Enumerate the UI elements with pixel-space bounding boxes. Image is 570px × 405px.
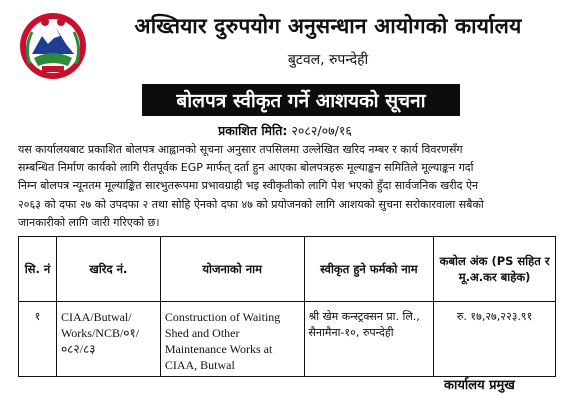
office-title: अख्तियार दुरुपयोग अनुसन्धान आयोगको कार्यालय: [134, 14, 522, 38]
published-label: प्रकाशित मिति:: [218, 123, 288, 138]
body-line: निम्न बोलपत्र न्यूनतम मूल्याङ्कित सारभुतरूपमा प्रभावग्राही भइ स्वीकृतीको लागि पेश भएको हुँदा सार्वजनिक खरीद ऐन: [18, 179, 479, 193]
body-line: सम्बन्धित निर्माण कार्यको लागि रीतपूर्वक EGP मार्फत् दर्ता हुन आएका बोलपत्रहरू मूल्याङ्कन समितिले मूल्याङ्कन गर्दा: [18, 161, 474, 175]
header-accepted-firm: स्वीकृत हुने फर्मको नाम: [304, 237, 434, 302]
published-date-line: [0, 122, 570, 139]
cell-bid-amount: रु. १७,२७,२२३.९१: [434, 302, 556, 377]
body-line: २०६३ को दफा २७ को उपदफा २ तथा सोहि ऐनको दफा ४७ को प्रयोजनको लागि आशयको सुचना सरोकारवाला सबैको: [18, 197, 484, 211]
published-date: २०८२/०७/१६: [291, 123, 352, 138]
header-bid-amount: कबोल अंक (PS सहित र मू.अ.कर बाहेक): [434, 237, 556, 302]
cell-project-name: Construction of Waiting Shed and Other Maintenance Works at CIAA, Butwal: [160, 302, 304, 377]
signature-office-chief: कार्यालय प्रमुख: [444, 378, 515, 393]
office-location: बुटवल, रुपन्देही: [287, 52, 369, 68]
cell-procurement-no: CIAA/Butwal/ Works/NCB/०१/ ०८२/८३: [56, 302, 160, 377]
table-row: [19, 302, 556, 377]
notice-title: बोलपत्र स्वीकृत गर्ने आशयको सूचना: [176, 90, 426, 112]
table-header-row: [19, 237, 556, 302]
header-procurement-no: खरिद नं.: [56, 237, 160, 302]
accepted-bid-table: [18, 236, 556, 377]
header-sn: सि. नं: [19, 237, 57, 302]
body-line: यस कार्यालयबाट प्रकाशित बोलपत्र आह्वानको सूचना अनुसार तपसिलमा उल्लेखित खरिद नम्बर र कार्य विवरणसँग: [18, 143, 463, 156]
notice-body: [18, 141, 556, 232]
cell-sn: १: [19, 302, 57, 377]
notice-title-banner: [142, 84, 460, 116]
body-line: जानकारीको लागि जारी गरिएको छ।: [18, 215, 160, 229]
cell-accepted-firm: श्री खेम कन्स्ट्रक्सन प्रा. लि., सैनामैना-१०, रुपन्देही: [304, 302, 434, 377]
nepal-emblem-icon: [18, 8, 88, 82]
header-project-name: योजनाको नाम: [160, 237, 304, 302]
